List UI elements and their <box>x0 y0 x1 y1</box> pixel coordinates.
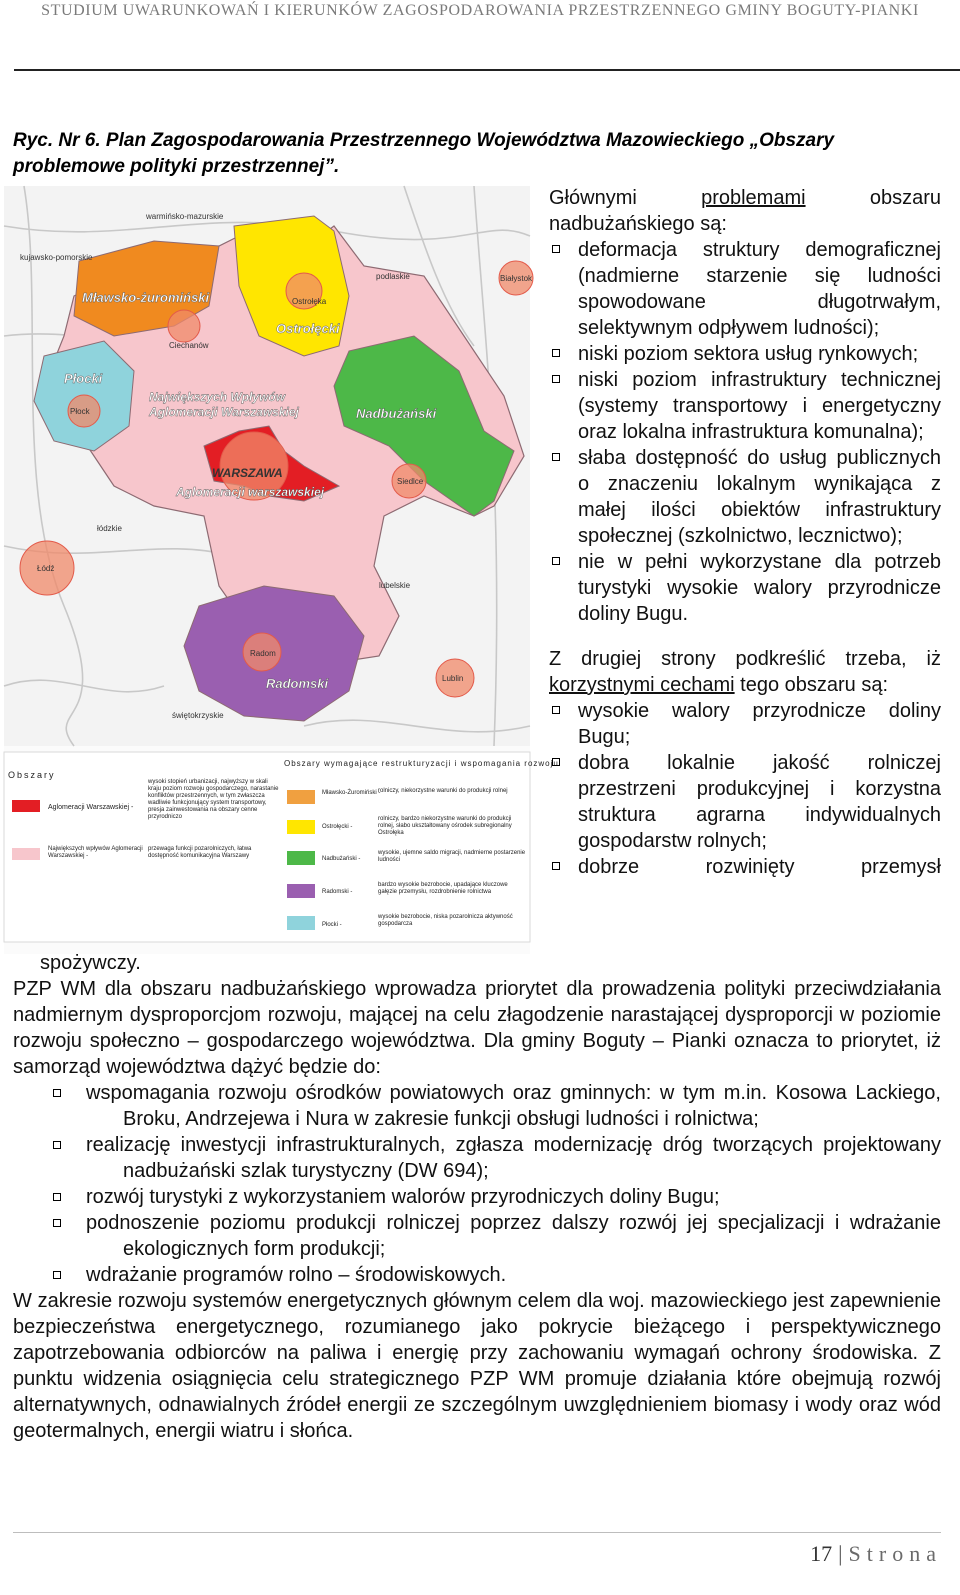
legend-swatch-ostrolecki <box>287 820 315 834</box>
checkbox-bullet-icon <box>552 557 560 565</box>
running-header: STUDIUM UWARUNKOWAŃ I KIERUNKÓW ZAGOSPODAROWANIA PRZESTRZENNEGO GMINY BOGUTY-PIANKI <box>41 2 919 19</box>
legend-item-desc: bardzo wysokie bezrobocie, upadające kluczowe gałęzie przemysłu, rozdrobnienie rolnictwa <box>378 882 508 895</box>
legend-title-right: Obszary wymagające restrukturyzacji i wspomagania rozwoju <box>284 759 559 768</box>
legend-title-left: Obszary <box>8 770 56 780</box>
header-divider <box>14 69 960 71</box>
page-word: Strona <box>848 1541 942 1566</box>
label-radomski: Radomski <box>266 676 329 691</box>
checkbox-bullet-icon <box>552 349 560 357</box>
list-item: rozwój turystyki z wykorzystaniem walorów przyrodniczych doliny Bugu; <box>13 1184 941 1210</box>
neighbour-lodzkie: łódzkie <box>97 524 122 533</box>
label-lodz: Łódź <box>37 564 55 573</box>
checkbox-bullet-icon <box>53 1219 61 1227</box>
label-plocki: Płocki <box>64 371 103 386</box>
body-text <box>13 950 941 1444</box>
city-ciechanow <box>168 310 200 342</box>
legend-item-desc: rolniczy, bardzo niekorzystne warunki do produkcji rolnej, słabo ukształtowany ośrodek subregionalny Ostrołęka <box>378 816 512 836</box>
legend-swatch-red <box>12 800 40 812</box>
label-radom: Radom <box>250 649 276 658</box>
legend-swatch-radomski <box>287 884 315 898</box>
label-ostroleka: Ostrołęka <box>292 297 327 306</box>
legend-item-label: Radomski - <box>322 889 353 895</box>
label-ostrolecki: Ostrołęcki <box>276 321 340 336</box>
legend-item-desc: rolniczy, niekorzystne warunki do produkcji rolnej <box>378 788 508 794</box>
problems-list <box>549 237 941 627</box>
checkbox-bullet-icon <box>552 375 560 383</box>
figure-caption: Ryc. Nr 6. Plan Zagospodarowania Przestrzennego Województwa Mazowieckiego „Obszary problemowe polityki przestrzennej”. <box>13 130 835 177</box>
neighbour-warminsko: warmińsko-mazurskie <box>146 212 224 221</box>
list-item: podnoszenie poziomu produkcji rolniczej poprzez dalszy rozwój jej specjalizacji i wdrażanie ekologicznych form produkcji; <box>13 1210 941 1262</box>
legend-red-desc: wysoki stopień urbanizacji, najwyższy w skali kraju poziom rozwoju gospodarczego, narastanie konfliktów przestrzennych, w tym zwłaszcza wadliwie funkcjonujący system transportowy, presja zainwestowania na obszary cenne przyrodniczo <box>148 779 279 820</box>
legend-pink-label: Największych wpływów Aglomeracji Warszawskiej - <box>48 846 143 859</box>
checkbox-bullet-icon <box>552 758 560 766</box>
intro-underlined: problemami <box>701 187 806 209</box>
checkbox-bullet-icon <box>53 1089 61 1097</box>
list-item: wspomagania rozwoju ośrodków powiatowych oraz gminnych: w tym m.in. Kosowa Lackiego, Broku, Andrzejewa i Nura w zakresie funkcji obsługi ludności i rolnictwa; <box>13 1080 941 1132</box>
legend-swatch-mlawsko <box>287 790 315 804</box>
checkbox-bullet-icon <box>552 245 560 253</box>
problems-intro <box>549 185 941 211</box>
label-warszawa: WARSZAWA <box>212 466 283 480</box>
legend-swatch-plocki <box>287 916 315 930</box>
footer-divider <box>13 1532 941 1533</box>
label-nadbuzanski: Nadbużański <box>356 406 437 421</box>
paragraph-2: W zakresie rozwoju systemów energetycznych głównym celem dla woj. mazowieckiego jest zapewnienie bezpieczeństwa energetycznego, rozumianego jako pokrycie bieżącego i perspektywicznego zapotrzebowania odbiorców na paliwa i energię przy zachowaniu wymagań ochrony środowiska. Z punktu widzenia osiągnięcia celu strategicznego PZP WM promuje działania które obejmują rozwój alternatywnych, odnawialnych źródeł energii ze szczególnym uwzględnieniem biomasy i wody oraz wód geotermalnych, energii wiatru i słońca. <box>13 1290 941 1442</box>
right-column <box>549 185 941 880</box>
legend-red-label: Aglomeracji Warszawskiej - <box>48 804 134 811</box>
list-item: niski poziom sektora usług rynkowych; <box>549 341 941 367</box>
legend-item-label: Nadbużański - <box>322 856 361 862</box>
intro-suffix: obszaru <box>869 187 941 209</box>
list-item: realizację inwestycji infrastrukturalnych, zgłasza modernizację dróg tworzących projektowany nadbużański szlak turystyczny (DW 694); <box>13 1132 941 1184</box>
label-plock: Płock <box>70 407 90 416</box>
label-lublin: Lublin <box>442 674 464 683</box>
problems-intro-line2: nadbużańskiego są: <box>549 213 727 235</box>
legend-item-label: Płocki - <box>322 922 342 928</box>
legend-swatch-nadbuzanski <box>287 851 315 865</box>
legend-item-desc: wysokie bezrobocie, niska pozarolnicza aktywność gospodarcza <box>378 914 513 927</box>
list-item: słaba dostępność do usług publicznych o znaczeniu lokalnym wynikająca z małej ilości obiektów infrastruktury społecznej (szkolnictwo, lecznictwo); <box>549 445 941 549</box>
label-siedlce: Siedlce <box>397 477 424 486</box>
list-item: deformacja struktury demograficznej (nadmierne starzenie się ludności spowodowane długotrwałym, selektywnym odpływem ludności); <box>549 237 941 341</box>
mazowieckie-map <box>4 186 559 954</box>
advantages-list <box>549 698 941 880</box>
paragraph-1: PZP WM dla obszaru nadbużańskiego wprowadza priorytet dla prowadzenia polityki przeciwdziałania nadmiernym dysproporcjom rozwoju, mającej na celu złagodzenie narastającej dysproporcji w poziomie rozwoju społeczno – gospodarczego województwa. Dla gminy Boguty – Pianki oznacza to priorytet, iż samorząd województwa dążyć będzie do: <box>13 978 941 1078</box>
advantages-intro-line2: korzystnymi cechami tego obszaru są: <box>549 674 889 696</box>
legend-pink-desc: przewaga funkcji pozarolniczych, łatwa dostępność komunikacyjna Warszawy <box>148 846 252 859</box>
checkbox-bullet-icon <box>552 862 560 870</box>
label-ciechanow: Ciechanów <box>169 341 209 350</box>
checkbox-bullet-icon <box>53 1141 61 1149</box>
neighbour-podlaskie: podlaskie <box>376 272 410 281</box>
priorities-list <box>13 1080 941 1288</box>
checkbox-bullet-icon <box>552 453 560 461</box>
neighbour-swietokrzyskie: świętokrzyskie <box>172 711 224 720</box>
legend-item-desc: wysokie, ujemne saldo migracji, nadmierne postarzenie ludności <box>378 850 526 863</box>
checkbox-bullet-icon <box>552 706 560 714</box>
legend-item-label: Mławsko-Żuromiński - <box>322 790 381 796</box>
advantages-intro: Z drugiej strony podkreślić trzeba, iż <box>549 648 941 670</box>
list-item: dobrze rozwinięty przemysł <box>549 854 941 880</box>
legend-swatch-pink <box>12 848 40 860</box>
map-figure <box>4 186 559 954</box>
checkbox-bullet-icon <box>53 1271 61 1279</box>
neighbour-kujawsko: kujawsko-pomorskie <box>20 253 93 262</box>
page-footer: 17 | Strona <box>810 1541 942 1566</box>
advantages-underlined: korzystnymi cechami <box>549 674 735 696</box>
continuation-text: spożywczy. <box>40 952 141 974</box>
checkbox-bullet-icon <box>53 1193 61 1201</box>
list-item: wysokie walory przyrodnicze doliny Bugu; <box>549 698 941 750</box>
list-item: dobra lokalnie jakość rolniczej przestrzeni produkcyjnej i korzystna struktura agrarna indywidualnych gospodarstw rolnych; <box>549 750 941 854</box>
label-najwiekszych-2: Aglomeracji Warszawskiej <box>149 405 299 419</box>
label-mlawsko: Mławsko-żuromiński <box>82 290 210 305</box>
label-najwiekszych-1: Największych Wpływów <box>149 390 286 404</box>
label-aglomeracja: Aglomeracji warszawskiej <box>176 485 325 499</box>
neighbour-lubelskie: lubelskie <box>379 581 411 590</box>
list-item: niski poziom infrastruktury technicznej (systemy transportowy i energetyczny oraz lokalna infrastruktura komunalna); <box>549 367 941 445</box>
label-bialystok: Białystok <box>500 274 533 283</box>
list-item: wdrażanie programów rolno – środowiskowych. <box>13 1262 941 1288</box>
legend-item-label: Ostrołęcki - <box>322 824 353 830</box>
page-number: 17 <box>810 1541 833 1566</box>
list-item: nie w pełni wykorzystane dla potrzeb turystyki wysokie walory przyrodnicze doliny Bugu. <box>549 549 941 627</box>
intro-prefix: Głównymi <box>549 187 637 209</box>
